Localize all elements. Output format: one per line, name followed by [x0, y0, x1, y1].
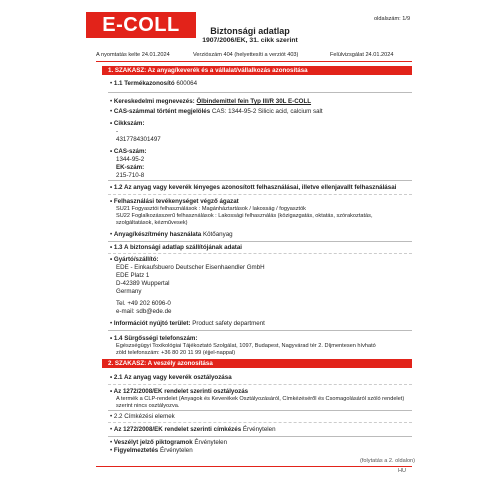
- emergency-line-2: zöld telefonszám: +36 80 20 11 99 (éjjel-nappal): [116, 350, 236, 356]
- cikkszam-dash: -: [116, 128, 119, 135]
- section-1-heading: 1. SZAKASZ: Az anyag/keverék és a vállalat/vállalkozás azonosítása: [102, 66, 412, 75]
- print-date: A nyomtatás kelte 24.01.2024: [96, 52, 170, 58]
- document-subtitle: 1907/2006/EK, 31. cikk szerint: [202, 37, 298, 44]
- section-1-2-label: • 1.2 Az anyag vagy keverék lényeges azonosított felhasználásai, illetve ellenjavallt felhasználásai: [110, 184, 396, 192]
- product-code: 600064: [176, 80, 198, 87]
- ec-number-label: EK-szám:: [116, 164, 145, 171]
- section-1-3-label: • 1.3 A biztonsági adatlap szállítójának adatai: [110, 244, 242, 252]
- document-title: Biztonsági adatlap: [210, 26, 290, 36]
- separator: [108, 241, 412, 242]
- continued-note: (folytatás a 2. oldalon): [360, 458, 416, 464]
- cikkszam-label: • Cikkszám:: [110, 120, 145, 128]
- manufacturer-label: • Gyártó/szállító:: [110, 256, 159, 264]
- cikkszam-value: 4317784301497: [116, 136, 161, 143]
- trade-name-label: Kereskedelmi megnevezés:: [113, 98, 195, 105]
- section-2-2-label: • 2.2 Címkézési elemek: [110, 413, 175, 421]
- page-number: oldalszám: 1/9: [374, 16, 411, 22]
- signal-word-label: Figyelmeztetés: [113, 447, 159, 454]
- use-label: Anyag/készítmény használata: [113, 231, 202, 238]
- classification-label: • Az 1272/2008/EK rendelet szerinti osztályozás: [110, 388, 248, 396]
- pictogram-label: Veszélyt jelző piktogramok: [113, 439, 193, 446]
- footer-divider: [96, 466, 412, 467]
- trade-name-row: [110, 98, 311, 106]
- language-code: HU: [398, 468, 407, 474]
- separator: [108, 180, 412, 181]
- section-1-4-label: • 1.4 Sürgősségi telefonszám:: [110, 335, 197, 343]
- telephone: Tel. +49 202 6096-0: [116, 300, 171, 307]
- pictogram-value: Érvénytelen: [194, 439, 228, 446]
- cas-number-value: 1344-95-2: [116, 156, 145, 163]
- su21-line: SU21 Fogyasztói felhasználások : Magánháztartások / lakosság / fogyasztók: [116, 206, 306, 212]
- sector-of-use-label: • Felhasználási tevékenységet végző ágazat: [110, 198, 239, 206]
- emergency-line-1: Egészségügyi Toxikológiai Tájékoztató Szolgálat, 1097, Budapest, Nagyvárad tér 2. Díjmentesen hívható: [116, 343, 376, 349]
- info-row: [110, 320, 265, 328]
- labelling-row: [110, 426, 276, 434]
- manufacturer-line: D-42389 Wuppertal: [116, 280, 170, 287]
- separator: [108, 194, 412, 195]
- company-logo: E-COLL: [86, 12, 196, 38]
- labelling-value: Érvénytelen: [242, 426, 276, 433]
- info-value: Product safety department: [192, 320, 265, 327]
- cas-designation-label: CAS-számmal történt megjelölés: [113, 108, 211, 115]
- separator: [108, 436, 412, 437]
- su22-line: SU22 Foglalkozásszerű felhasználások : Lakossági felhasználás (közigazgatás, oktatás, szórakoztatás, szolgáltatások, kézművesek): [116, 213, 373, 226]
- section-1-1-label: 1.1 Termékazonosító: [113, 80, 175, 87]
- section-2-1-label: • 2.1 Az anyag vagy keverék osztályozása: [110, 374, 232, 382]
- cas-designation-value: CAS: 1344-95-2 Silicic acid, calcium salt: [211, 108, 323, 115]
- cas-designation-row: [110, 108, 323, 116]
- info-label: Információt nyújtó terület:: [113, 320, 191, 327]
- section-2-heading: 2. SZAKASZ: A veszély azonosítása: [102, 359, 412, 368]
- separator: [108, 330, 412, 331]
- separator: [108, 253, 412, 254]
- use-value: Kötőanyag: [202, 231, 233, 238]
- email: e-mail: sdb@ede.de: [116, 308, 172, 315]
- version-info: Verziószám 404 (helyettesíti a verziót 403): [193, 52, 299, 58]
- separator: [108, 422, 412, 423]
- manufacturer-line: EDE - Einkaufsbuero Deutscher Eisenhaendler GmbH: [116, 264, 265, 271]
- section-1-1-row: [110, 80, 197, 88]
- use-row: [110, 231, 233, 239]
- labelling-label: Az 1272/2008/EK rendelet szerinti címkézés: [113, 426, 242, 433]
- signal-word-row: [110, 447, 193, 455]
- header-divider: [96, 61, 412, 62]
- revision-date: Felülvizsgálat 24.01.2024: [330, 52, 394, 58]
- classification-text: A termék a CLP-rendelet (Anyagok és Keverékek Osztályozásáról, Címkézéséről és Csomagolásáról szóló rendelet) szerint nincs osztályozva.: [116, 396, 405, 409]
- signal-word-value: Érvénytelen: [160, 447, 193, 454]
- trade-name-value: Ölbindemittel fein Typ III/R 30L E-COLL: [196, 98, 312, 105]
- pictogram-row: [110, 439, 227, 447]
- cas-number-label: • CAS-szám:: [110, 148, 147, 156]
- separator: [108, 92, 412, 93]
- manufacturer-line: EDE Platz 1: [116, 272, 150, 279]
- separator: [108, 384, 412, 385]
- manufacturer-line: Germany: [116, 288, 142, 295]
- ec-number-value: 215-710-8: [116, 172, 145, 179]
- separator: [108, 410, 412, 411]
